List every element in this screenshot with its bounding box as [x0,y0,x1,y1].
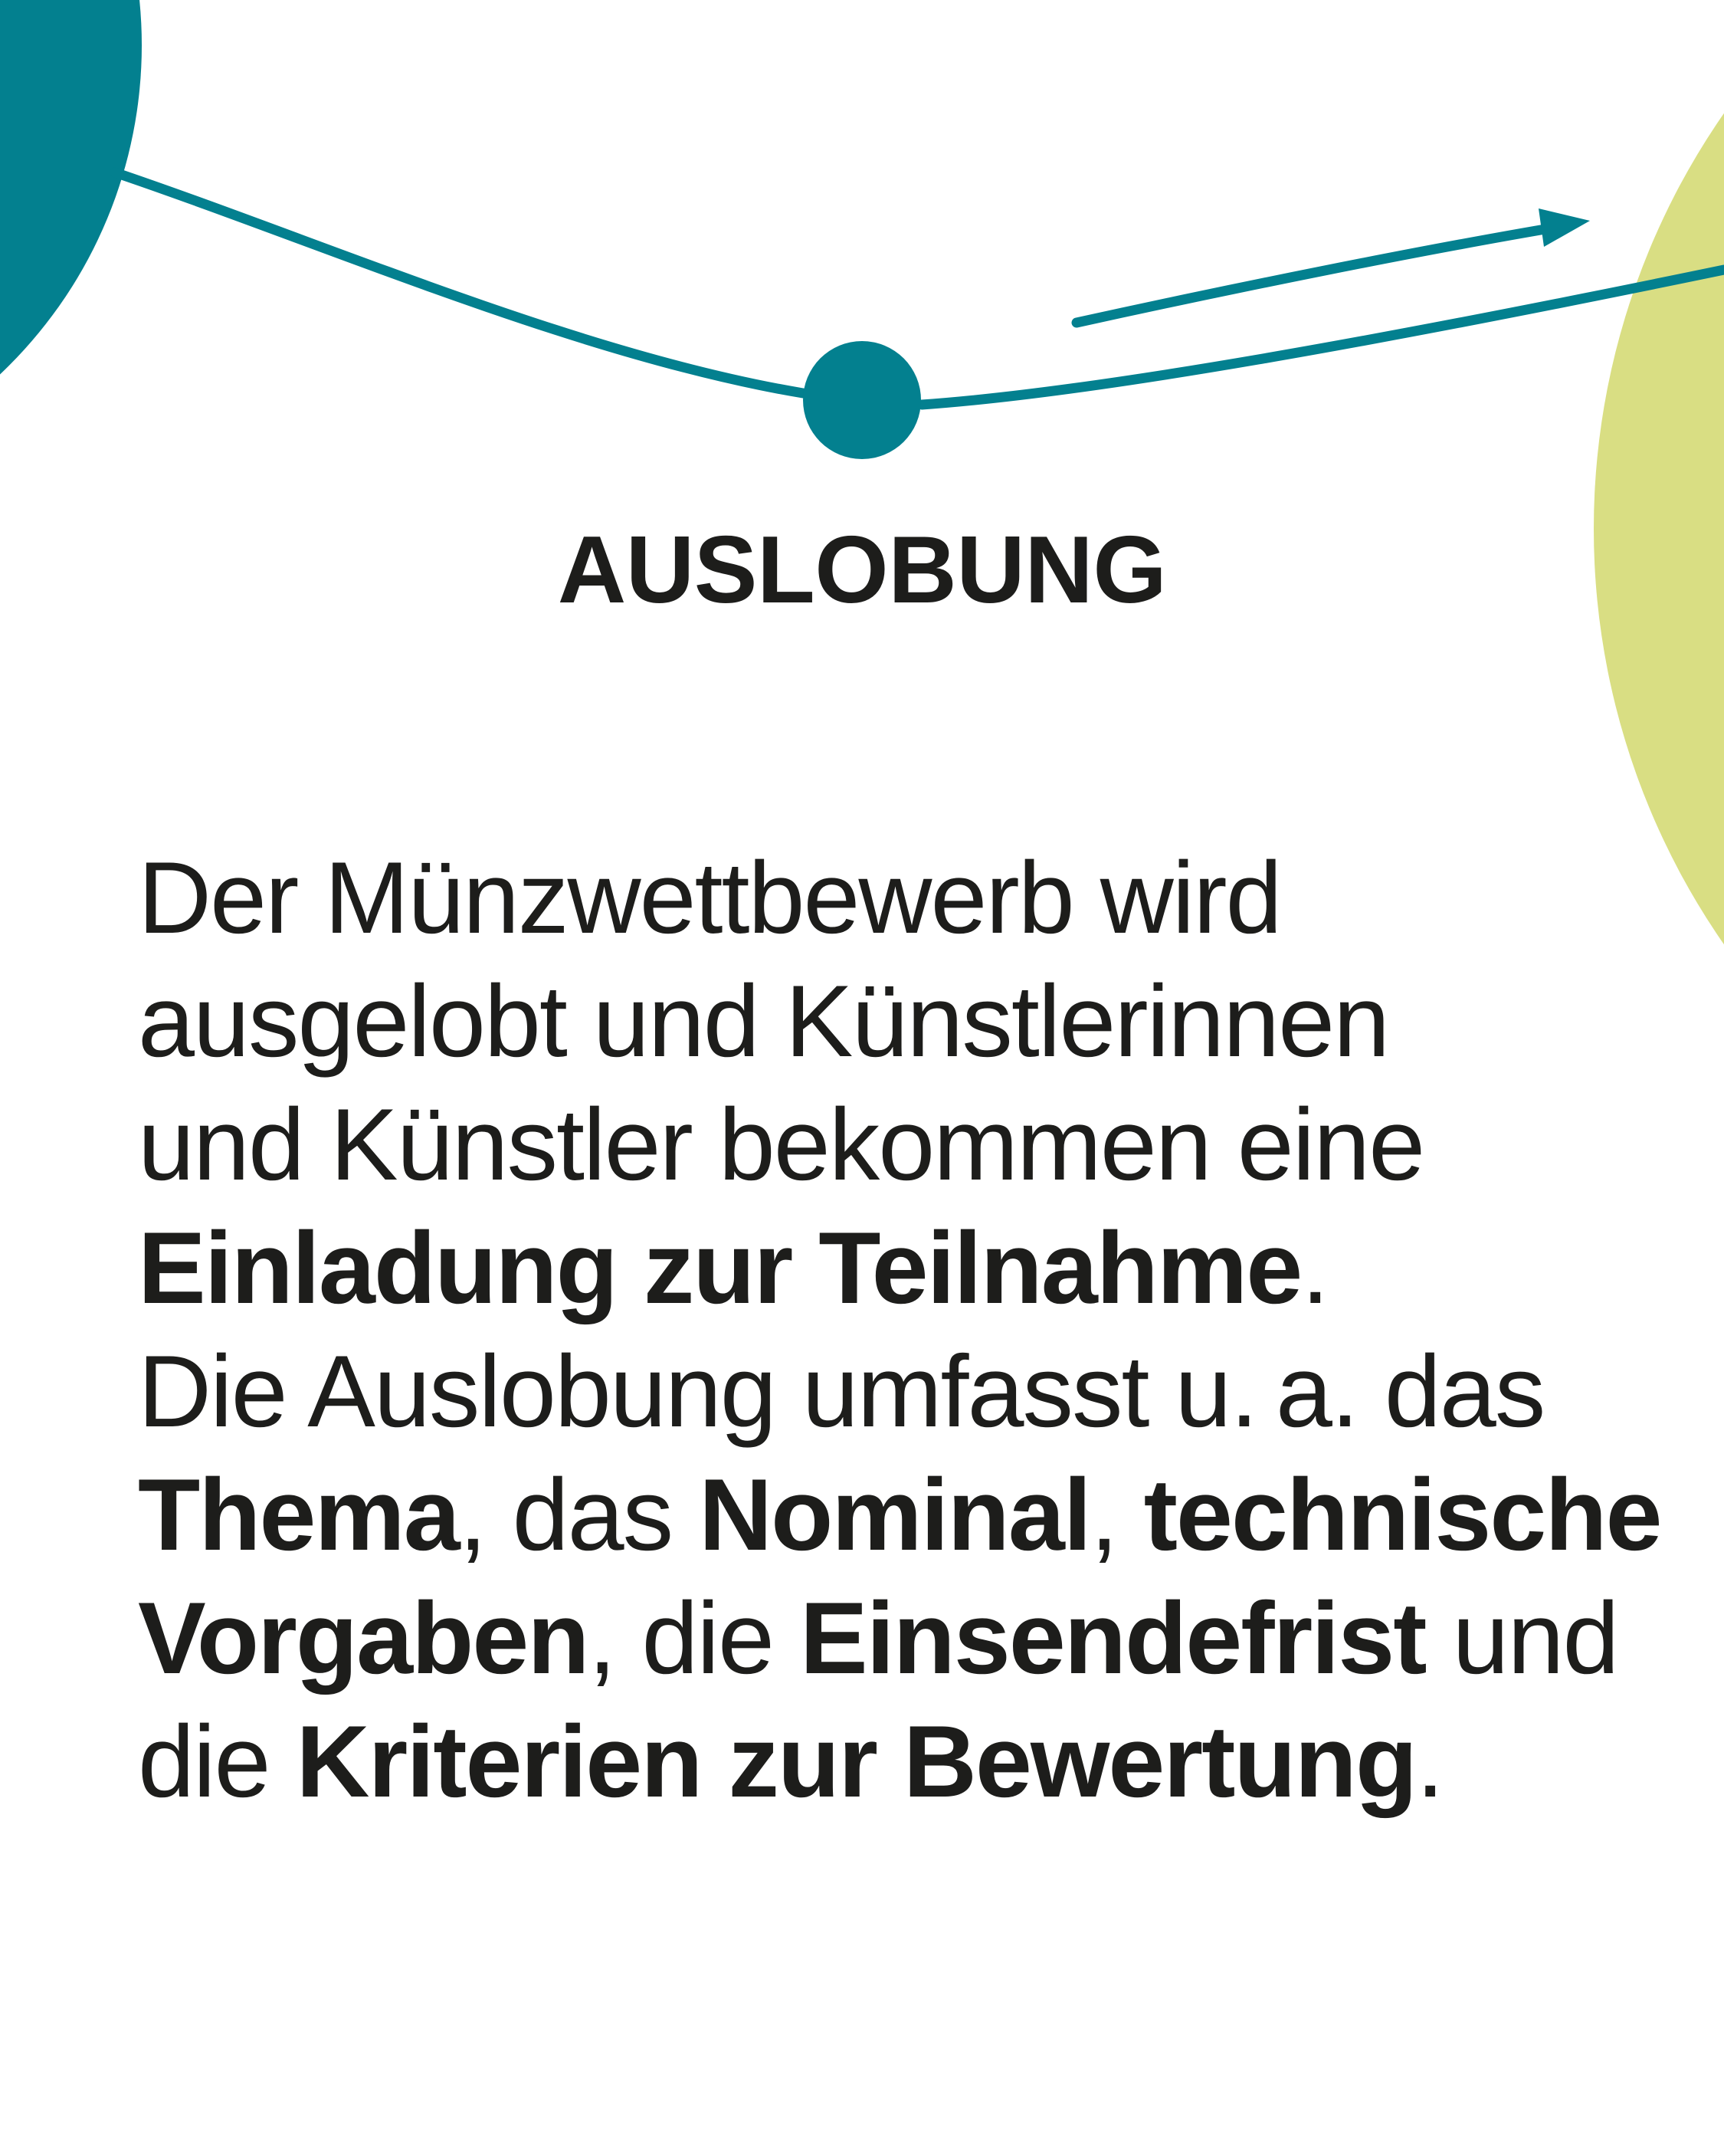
body-line [138,960,1670,1084]
body-segment: , die [588,1582,800,1695]
body-segment-bold: Einladung zur Teilnahme [138,1212,1302,1325]
body-segment: , das [458,1459,700,1572]
trend-arrow-shaft [1077,226,1563,323]
node-dot [803,341,921,459]
body-text [138,837,1670,1824]
body-line [138,1454,1670,1577]
body-line [138,1577,1670,1701]
body-line [138,837,1670,960]
body-segment-bold: Kriterien zur Bewertung [296,1705,1417,1819]
trend-arrow-head [1539,208,1590,247]
body-line [138,1084,1670,1207]
body-segment-bold: Nominal [699,1459,1090,1572]
wavy-line-left [115,172,803,393]
body-segment: . [1301,1212,1329,1325]
body-segment: und [1425,1582,1618,1695]
body-segment: die [138,1705,297,1819]
body-segment: und Künstler bekommen eine [138,1088,1424,1202]
trend-arrow-icon [1077,208,1590,323]
body-segment: . [1416,1705,1444,1819]
body-segment: ausgelobt und Künstlerinnen [138,965,1389,1078]
body-segment-bold: Thema [138,1459,459,1572]
body-line [138,1331,1670,1454]
body-segment-bold: Vorgaben [138,1582,588,1695]
body-segment: Die Auslobung umfasst u. a. das [138,1335,1545,1449]
body-segment: , [1090,1459,1144,1572]
body-line [138,1701,1670,1824]
body-segment-bold: Einsendefrist [799,1582,1426,1695]
body-segment: Der Münzwettbewerb wird [138,842,1281,955]
body-line [138,1207,1670,1331]
page-title: AUSLOBUNG [557,517,1167,623]
body-segment-bold: technische [1143,1459,1661,1572]
wavy-line-right [922,270,1724,405]
teal-circle-decor [0,0,142,498]
